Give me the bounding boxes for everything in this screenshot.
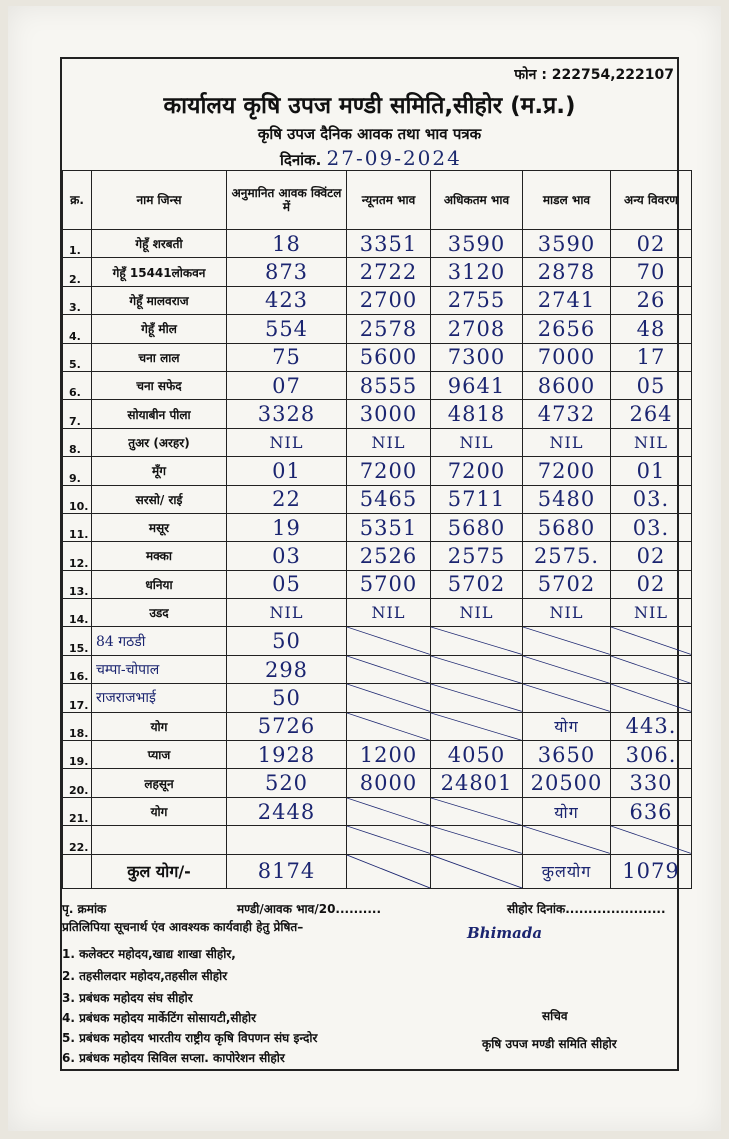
cell-modal: 7200 xyxy=(523,457,611,485)
cell-name: गेहूँ मालवराज xyxy=(92,286,227,314)
cell-arrival: 05 xyxy=(227,570,347,598)
table-row xyxy=(63,315,692,343)
cell-modal: 5702 xyxy=(523,570,611,598)
cell-no: 8. xyxy=(63,428,92,456)
cell-no: 16. xyxy=(63,655,92,683)
cell-modal: योग xyxy=(523,712,611,740)
cell-modal xyxy=(523,684,611,712)
cell-min: 2722 xyxy=(347,258,431,286)
cell-other xyxy=(611,655,692,683)
cell-modal: 2741 xyxy=(523,286,611,314)
footer-ref-right: सीहोर दिनांक...................... xyxy=(507,902,666,916)
cell-no: 20. xyxy=(63,769,92,797)
cell-no: 13. xyxy=(63,570,92,598)
cell-max xyxy=(431,655,523,683)
cell-modal: योग xyxy=(523,797,611,825)
cell-no: 5. xyxy=(63,343,92,371)
cell-arrival: 19 xyxy=(227,513,347,541)
office-title: कार्यालय कृषि उपज मण्डी समिति,सीहोर (म.प्र.) xyxy=(163,93,576,119)
cell-name: मूँग xyxy=(92,457,227,485)
cell-name: चम्पा-चोपाल xyxy=(92,655,227,683)
cell-other: NIL xyxy=(611,599,692,627)
cell-arrival: 18 xyxy=(227,230,347,258)
cell-name: सरसो/ राई xyxy=(92,485,227,513)
cell-no: 11. xyxy=(63,513,92,541)
table-row xyxy=(63,627,692,655)
col-header-no: क्र. xyxy=(63,171,92,230)
cell-name xyxy=(92,826,227,854)
table-row xyxy=(63,400,692,428)
table-row xyxy=(63,513,692,541)
date-value: 27-09-2024 xyxy=(326,146,462,170)
cell-other: 26 xyxy=(611,286,692,314)
cell-min: 5465 xyxy=(347,485,431,513)
cell-other: 03. xyxy=(611,513,692,541)
cell-name: मसूर xyxy=(92,513,227,541)
cell-modal: NIL xyxy=(523,428,611,456)
cell-no: 18. xyxy=(63,712,92,740)
cell-modal: 7000 xyxy=(523,343,611,371)
cell-no: 15. xyxy=(63,627,92,655)
date-line: दिनांक. 27-09-2024 xyxy=(280,146,462,170)
footer-forward: प्रतिलिपिया सूचनार्थ एंव आवश्यक कार्यवाही हेतु प्रेषित– xyxy=(62,920,304,934)
secretary: सचिव xyxy=(542,1009,568,1023)
cell-name: उडद xyxy=(92,599,227,627)
cell-min: 5351 xyxy=(347,513,431,541)
cell-modal: 5480 xyxy=(523,485,611,513)
cell-max: 7200 xyxy=(431,457,523,485)
cell-max: 2708 xyxy=(431,315,523,343)
cell-arrival: 298 xyxy=(227,655,347,683)
cell-arrival: 423 xyxy=(227,286,347,314)
col-header-max: अधिकतम भाव xyxy=(431,171,523,230)
cell-no: 7. xyxy=(63,400,92,428)
cell-min xyxy=(347,712,431,740)
committee: कृषि उपज मण्डी समिति सीहोर xyxy=(482,1037,617,1051)
cell-other: 02 xyxy=(611,230,692,258)
table-row xyxy=(63,769,692,797)
cell-name: राजराजभाई xyxy=(92,684,227,712)
cell-arrival: 554 xyxy=(227,315,347,343)
table-row xyxy=(63,797,692,825)
cell-modal: 2575. xyxy=(523,542,611,570)
cell-name: गेहूँ 15441लोकवन xyxy=(92,258,227,286)
cell-min xyxy=(347,684,431,712)
cell-max xyxy=(431,797,523,825)
cell-other: 306. xyxy=(611,741,692,769)
cell-max: 24801 xyxy=(431,769,523,797)
total-label: कुल योग/- xyxy=(92,854,227,888)
footer-ref-mid: मण्डी/आवक भाव/20.......... xyxy=(237,902,382,916)
cell-other: 02 xyxy=(611,570,692,598)
cell-other: 03. xyxy=(611,485,692,513)
cell-name: सोयाबीन पीला xyxy=(92,400,227,428)
document-subtitle: कृषि उपज दैनिक आवक तथा भाव पत्रक xyxy=(257,125,482,143)
recipient-2: 2. तहसीलदार महोदय,तहसील सीहोर xyxy=(62,969,228,983)
table-row xyxy=(63,343,692,371)
cell-name: गेहूँ मील xyxy=(92,315,227,343)
cell-arrival: NIL xyxy=(227,428,347,456)
cell-max: 3590 xyxy=(431,230,523,258)
cell-min: 7200 xyxy=(347,457,431,485)
table-body xyxy=(63,230,692,855)
cell-modal: NIL xyxy=(523,599,611,627)
cell-no: 14. xyxy=(63,599,92,627)
cell-other xyxy=(611,627,692,655)
cell-no: 2. xyxy=(63,258,92,286)
cell-arrival xyxy=(227,826,347,854)
cell-max: 3120 xyxy=(431,258,523,286)
table-row xyxy=(63,286,692,314)
cell-name: योग xyxy=(92,712,227,740)
date-label: दिनांक xyxy=(280,151,316,169)
cell-no: 1. xyxy=(63,230,92,258)
cell-max: 5702 xyxy=(431,570,523,598)
cell-name: 84 गठडी xyxy=(92,627,227,655)
cell-no: 3. xyxy=(63,286,92,314)
cell-name: धनिया xyxy=(92,570,227,598)
cell-arrival: 5726 xyxy=(227,712,347,740)
cell-min xyxy=(347,797,431,825)
cell-no: 10. xyxy=(63,485,92,513)
cell-arrival: 01 xyxy=(227,457,347,485)
col-header-min: न्यूनतम भाव xyxy=(347,171,431,230)
cell-min xyxy=(347,627,431,655)
cell-max: 2755 xyxy=(431,286,523,314)
rates-table xyxy=(62,170,692,889)
cell-arrival: 22 xyxy=(227,485,347,513)
cell-modal: 8600 xyxy=(523,371,611,399)
cell-arrival: 1928 xyxy=(227,741,347,769)
table-row xyxy=(63,485,692,513)
cell-modal xyxy=(523,826,611,854)
cell-max: 9641 xyxy=(431,371,523,399)
total-no-cell xyxy=(63,854,92,888)
cell-other: 02 xyxy=(611,542,692,570)
cell-arrival: 07 xyxy=(227,371,347,399)
cell-name: चना लाल xyxy=(92,343,227,371)
cell-max: 4050 xyxy=(431,741,523,769)
table-row xyxy=(63,712,692,740)
col-header-arrival: अनुमानित आवक क्विंटल में xyxy=(227,171,347,230)
cell-other: 636 xyxy=(611,797,692,825)
cell-name: चना सफेद xyxy=(92,371,227,399)
cell-modal xyxy=(523,655,611,683)
cell-max: 2575 xyxy=(431,542,523,570)
cell-min: 8000 xyxy=(347,769,431,797)
cell-no: 6. xyxy=(63,371,92,399)
table-row xyxy=(63,371,692,399)
cell-other: 17 xyxy=(611,343,692,371)
total-max-cell xyxy=(431,854,523,888)
cell-no: 4. xyxy=(63,315,92,343)
cell-other xyxy=(611,826,692,854)
table-header-row xyxy=(63,171,692,230)
cell-min: NIL xyxy=(347,428,431,456)
recipient-6: 6. प्रबंधक महोदय सिविल सप्ला. कापोरेशन सीहोर xyxy=(62,1051,285,1065)
cell-arrival: 50 xyxy=(227,627,347,655)
cell-name: योग xyxy=(92,797,227,825)
cell-no: 12. xyxy=(63,542,92,570)
table-row xyxy=(63,428,692,456)
cell-max: 5680 xyxy=(431,513,523,541)
cell-other: 48 xyxy=(611,315,692,343)
recipient-1: 1. कलेक्टर महोदय,खाद्य शाखा सीहोर, xyxy=(62,947,236,961)
cell-min: 2526 xyxy=(347,542,431,570)
cell-name: मक्का xyxy=(92,542,227,570)
cell-other: 01 xyxy=(611,457,692,485)
cell-name: गेहूँ शरबती xyxy=(92,230,227,258)
cell-max: NIL xyxy=(431,428,523,456)
cell-max xyxy=(431,712,523,740)
cell-min: 3351 xyxy=(347,230,431,258)
total-modal: कुलयोग xyxy=(523,854,611,888)
table-row xyxy=(63,542,692,570)
table-row xyxy=(63,258,692,286)
cell-arrival: 3328 xyxy=(227,400,347,428)
cell-arrival: 520 xyxy=(227,769,347,797)
cell-other: 70 xyxy=(611,258,692,286)
table-row xyxy=(63,741,692,769)
cell-no: 22. xyxy=(63,826,92,854)
cell-min: 5600 xyxy=(347,343,431,371)
cell-name: लहसून xyxy=(92,769,227,797)
cell-other: 330 xyxy=(611,769,692,797)
cell-arrival: NIL xyxy=(227,599,347,627)
cell-min xyxy=(347,826,431,854)
cell-modal: 3590 xyxy=(523,230,611,258)
cell-other: 443. xyxy=(611,712,692,740)
table-row xyxy=(63,655,692,683)
cell-max: 5711 xyxy=(431,485,523,513)
table-row xyxy=(63,684,692,712)
cell-other: 264 xyxy=(611,400,692,428)
cell-no: 9. xyxy=(63,457,92,485)
cell-max xyxy=(431,826,523,854)
cell-arrival: 03 xyxy=(227,542,347,570)
signature: Bhimada xyxy=(467,924,543,942)
cell-max xyxy=(431,627,523,655)
cell-max: 7300 xyxy=(431,343,523,371)
cell-modal: 4732 xyxy=(523,400,611,428)
table-row xyxy=(63,826,692,854)
cell-modal: 2878 xyxy=(523,258,611,286)
cell-min: 2700 xyxy=(347,286,431,314)
table-row xyxy=(63,230,692,258)
cell-modal: 20500 xyxy=(523,769,611,797)
total-arrival: 8174 xyxy=(227,854,347,888)
cell-max xyxy=(431,684,523,712)
cell-min: 1200 xyxy=(347,741,431,769)
footer-ref: पृ. क्रमांक xyxy=(62,902,107,916)
cell-no: 21. xyxy=(63,797,92,825)
col-header-name: नाम जिन्स xyxy=(92,171,227,230)
cell-min xyxy=(347,655,431,683)
table-row xyxy=(63,570,692,598)
total-min-cell xyxy=(347,854,431,888)
recipient-3: 3. प्रबंधक महोदय संघ सीहोर xyxy=(62,991,193,1005)
cell-no: 17. xyxy=(63,684,92,712)
cell-name: तुअर (अरहर) xyxy=(92,428,227,456)
recipient-5: 5. प्रबंधक महोदय भारतीय राष्ट्रीय कृषि विपणन संघ इन्दोर xyxy=(62,1031,318,1045)
cell-modal: 3650 xyxy=(523,741,611,769)
cell-arrival: 873 xyxy=(227,258,347,286)
cell-min: 8555 xyxy=(347,371,431,399)
cell-other xyxy=(611,684,692,712)
col-header-other: अन्य विवरण xyxy=(611,171,692,230)
table-row xyxy=(63,599,692,627)
cell-arrival: 75 xyxy=(227,343,347,371)
col-header-modal: माडल भाव xyxy=(523,171,611,230)
cell-arrival: 2448 xyxy=(227,797,347,825)
cell-modal xyxy=(523,627,611,655)
cell-max: 4818 xyxy=(431,400,523,428)
cell-modal: 2656 xyxy=(523,315,611,343)
cell-no: 19. xyxy=(63,741,92,769)
cell-min: 5700 xyxy=(347,570,431,598)
cell-name: प्याज xyxy=(92,741,227,769)
phone-number: फोन : 222754,222107 xyxy=(514,67,674,83)
cell-min: 3000 xyxy=(347,400,431,428)
cell-other: NIL xyxy=(611,428,692,456)
recipient-4: 4. प्रबंधक महोदय मार्केटिंग सोसायटी,सीहोर xyxy=(62,1011,257,1025)
cell-arrival: 50 xyxy=(227,684,347,712)
table-row xyxy=(63,457,692,485)
cell-min: NIL xyxy=(347,599,431,627)
cell-max: NIL xyxy=(431,599,523,627)
total-row xyxy=(63,854,692,888)
cell-min: 2578 xyxy=(347,315,431,343)
total-other: 1079 xyxy=(611,854,692,888)
cell-other: 05 xyxy=(611,371,692,399)
cell-modal: 5680 xyxy=(523,513,611,541)
